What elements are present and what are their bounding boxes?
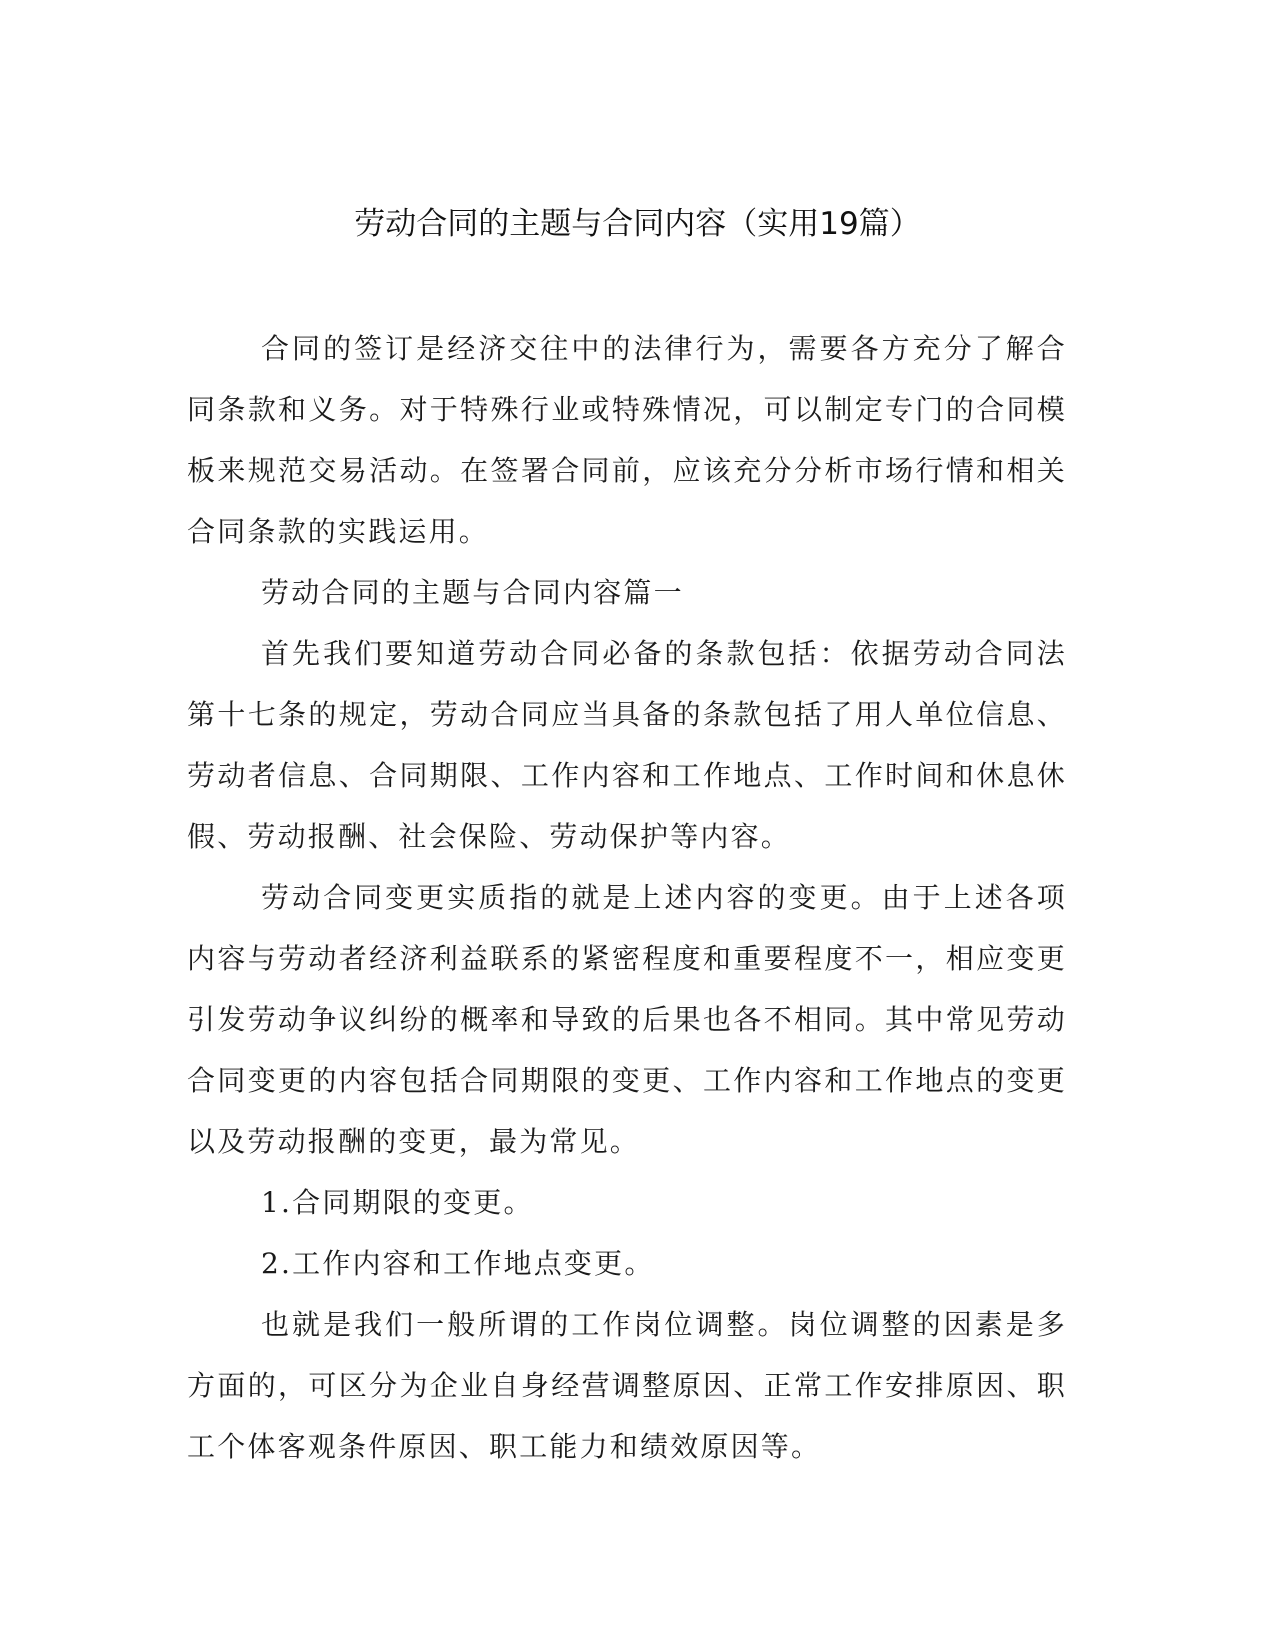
- paragraph-intro: 合同的签订是经济交往中的法律行为，需要各方充分了解合同条款和义务。对于特殊行业或特殊情况，可以制定专门的合同模板来规范交易活动。在签署合同前，应该充分分析市场行情和相关合同条款的实践运用。: [187, 332, 1067, 548]
- document-title: 劳动合同的主题与合同内容（实用19篇）: [354, 206, 921, 242]
- paragraph-contract-changes: 劳动合同变更实质指的就是上述内容的变更。由于上述各项内容与劳动者经济利益联系的紧密程度和重要程度不一，相应变更引发劳动争议纠纷的概率和导致的后果也各不相同。其中常见劳动合同变更的内容包括合同期限的变更、工作内容和工作地点的变更以及劳动报酬的变更，最为常见。: [187, 881, 1067, 1158]
- paragraph-job-adjustment: 也就是我们一般所谓的工作岗位调整。岗位调整的因素是多方面的，可区分为企业自身经营调整原因、正常工作安排原因、职工个体客观条件原因、职工能力和绩效原因等。: [187, 1308, 1067, 1463]
- list-item-term-change: 1.合同期限的变更。: [261, 1186, 534, 1219]
- section-heading-part-one: 劳动合同的主题与合同内容篇一: [261, 576, 684, 609]
- list-item-work-change: 2.工作内容和工作地点变更。: [261, 1247, 655, 1280]
- paragraph-required-clauses: 首先我们要知道劳动合同必备的条款包括：依据劳动合同法第十七条的规定，劳动合同应当具备的条款包括了用人单位信息、劳动者信息、合同期限、工作内容和工作地点、工作时间和休息休假、劳动报酬、社会保险、劳动保护等内容。: [187, 637, 1067, 853]
- document-body: [187, 318, 1067, 1477]
